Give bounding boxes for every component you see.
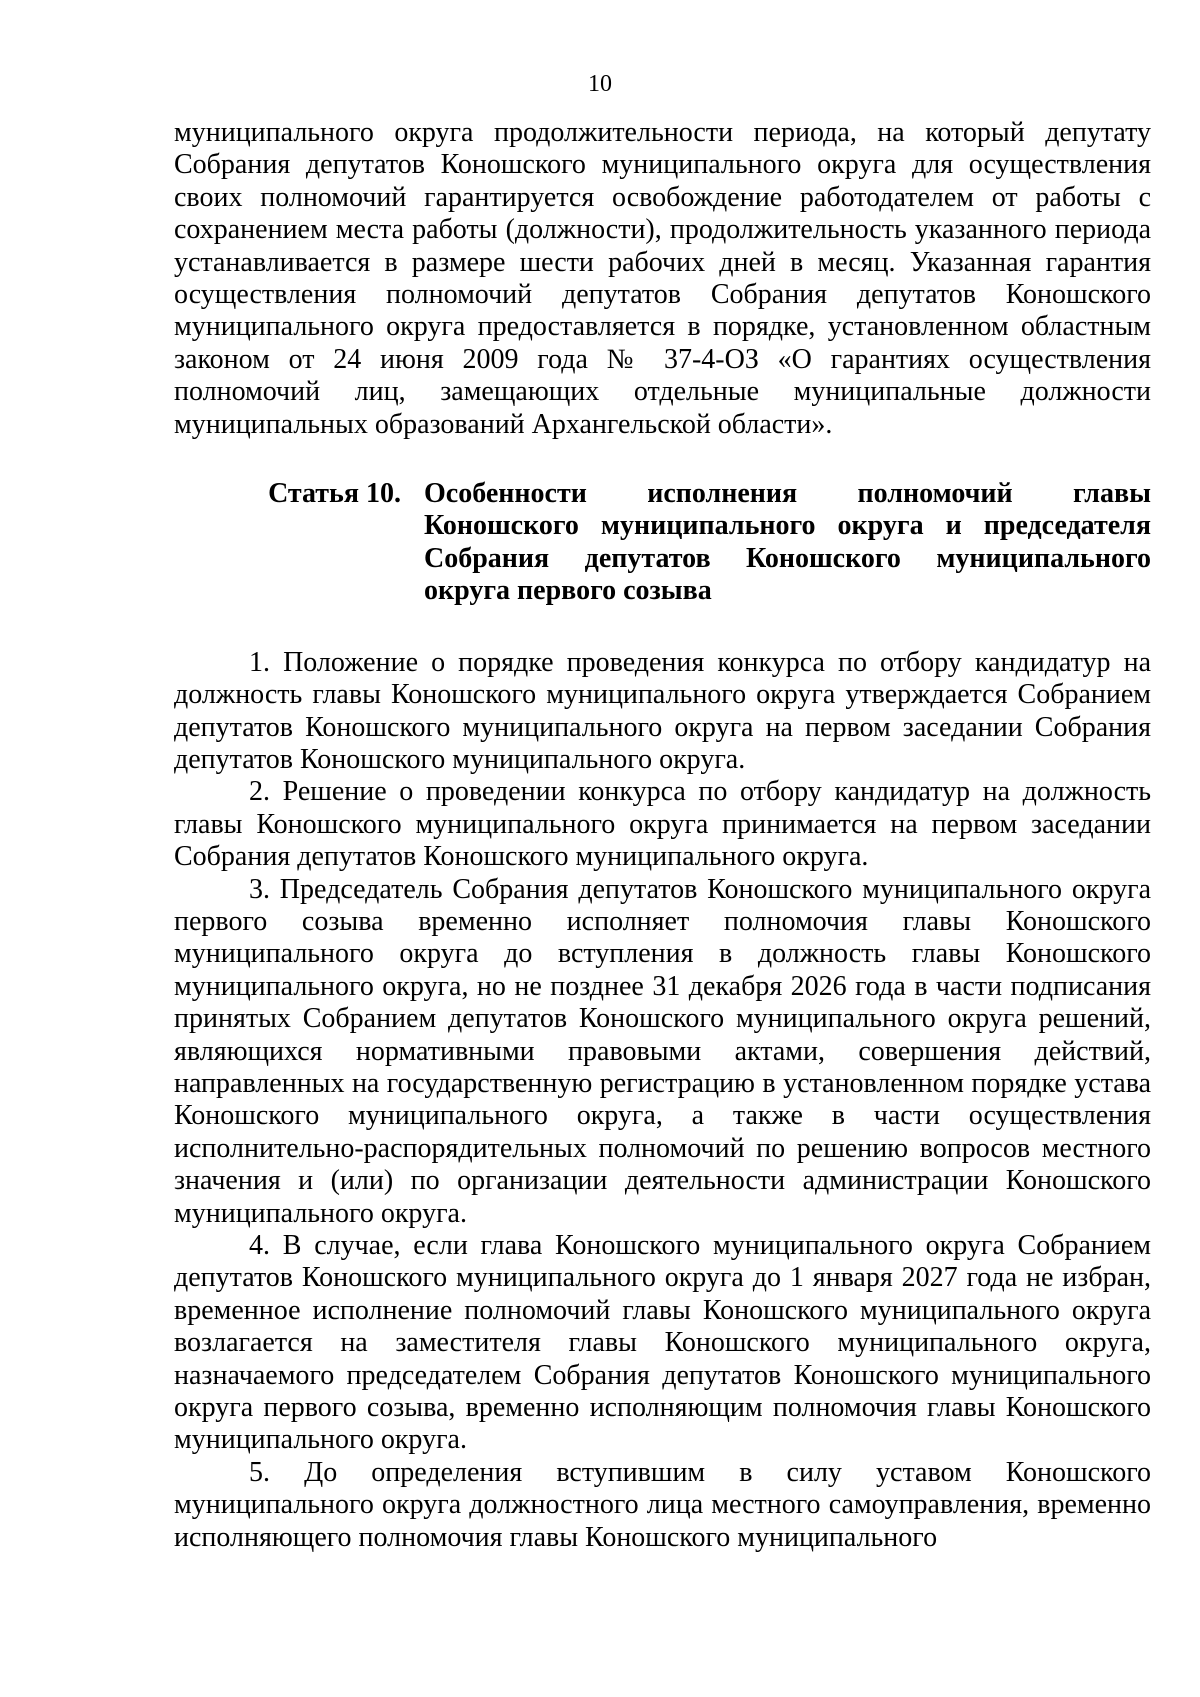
intro-paragraph: муниципального округа продолжительности периода, на который депутату Собрания депутатов Коношского муниципального округа для осуществления своих полномочий гарантируется освобождение работодателем от работы с сохранением места работы (должности), продолжительность указанного периода устанавливается в размере шести рабочих дней в месяц. Указанная гарантия осуществления полномочий депутатов Собрания депутатов Коношского муниципального округа предоставляется в порядке, установленном областным законом от 24 июня 2009 года № 37-4-ОЗ «О гарантиях осуществления полномочий лиц, замещающих отдельные муниципальные должности муниципальных образований Архангельской области». [174, 117, 1151, 440]
page-number: 10 [588, 71, 612, 97]
paragraph-2: 2. Решение о проведении конкурса по отбору кандидатур на должность главы Коношского муниципального округа принимается на первом заседании Собрания депутатов Коношского муниципального округа. [174, 776, 1151, 873]
paragraph-1: 1. Положение о порядке проведения конкурса по отбору кандидатур на должность главы Коношского муниципального округа утверждается Собранием депутатов Коношского муниципального округа на первом заседании Собрания депутатов Коношского муниципального округа. [174, 646, 1151, 775]
paragraph-3: 3. Председатель Собрания депутатов Коношского муниципального округа первого созыва временно исполняет полномочия главы Коношского муниципального округа до вступления в должность главы Коношского муниципального округа, но не позднее 31 декабря 2026 года в части подписания принятых Собранием депутатов Коношского муниципального округа решений, являющихся нормативными правовыми актами, совершения действий, направленных на государственную регистрацию в установленном порядке устава Коношского муниципального округа, а также в части осуществления исполнительно-распорядительных полномочий по решению вопросов местного значения и (или) по организации деятельности администрации Коношского муниципального округа. [174, 873, 1151, 1229]
document-body [174, 117, 1151, 1554]
article-heading [174, 478, 1151, 608]
paragraph-5: 5. До определения вступившим в силу уставом Коношского муниципального округа должностного лица местного самоуправления, временно исполняющего полномочия главы Коношского муниципального [174, 1456, 1151, 1553]
paragraph-4: 4. В случае, если глава Коношского муниципального округа Собранием депутатов Коношского муниципального округа до 1 января 2027 года не избран, временное исполнение полномочий главы Коношского муниципального округа возлагается на заместителя главы Коношского муниципального округа, назначаемого председателем Собрания депутатов Коношского муниципального округа первого созыва, временно исполняющим полномочия главы Коношского муниципального округа. [174, 1230, 1151, 1456]
article-title: Особенности исполнения полномочий главы Коношского муниципального округа и председателя Собрания депутатов Коношского муниципального округа первого созыва [424, 478, 1151, 607]
article-number: Статья 10. [268, 478, 401, 510]
